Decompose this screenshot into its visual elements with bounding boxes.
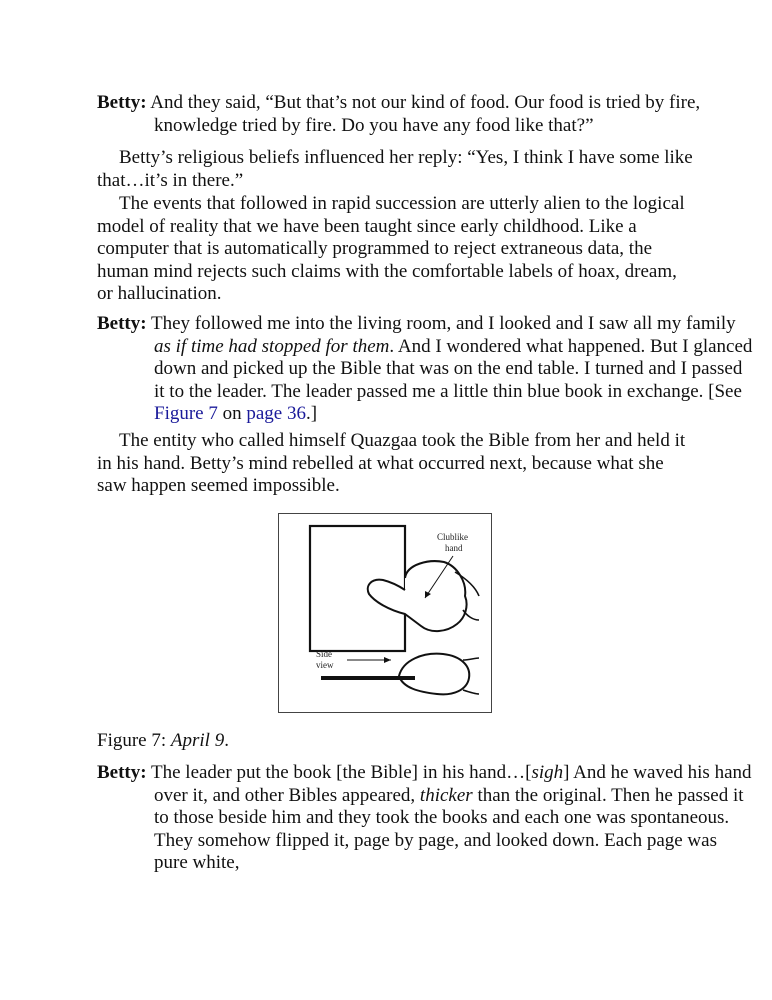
- figure-caption: [97, 730, 229, 753]
- emphasis-text: sigh: [531, 762, 564, 783]
- dialogue-text: The leader put the book [the Bible] in his hand…[: [146, 762, 532, 783]
- speaker-label: Betty:: [97, 762, 147, 783]
- label-clublike: Clublike: [437, 532, 468, 542]
- body-paragraph-2: Betty’s religious beliefs influenced her reply: “Yes, I think I have some like that…it’s in there.”: [97, 147, 693, 191]
- label-view: view: [316, 660, 334, 670]
- label-side: Side: [316, 649, 333, 659]
- speaker-label: Betty:: [97, 313, 147, 334]
- caption-prefix: Figure 7:: [97, 730, 171, 751]
- caption-date: April 9: [170, 730, 225, 751]
- dialogue-text: on: [217, 403, 247, 424]
- dialogue-text: .]: [305, 403, 318, 424]
- dialogue-paragraph-6: [97, 762, 754, 875]
- emphasis-text: thicker: [419, 784, 473, 806]
- clublike-hand-drawing: [279, 514, 491, 712]
- figure-7-link[interactable]: Figure 7: [154, 403, 218, 424]
- dialogue-paragraph-1: [97, 92, 754, 137]
- dialogue-text: than the original. Then he passed it to those beside him and they took the books and each one was spontaneous. They somehow flipped it, page by page, and looked down. Each page was pure white,: [154, 784, 744, 873]
- dialogue-text: ] And he waved his hand over it, and other Bibles appeared,: [154, 762, 752, 806]
- dialogue-text: . And I wondered what happened. But I glanced down and picked up the Bible that was on the end table. I turned and I passed it to the leader. The leader passed me a little thin blue book in exchange. [See: [154, 335, 753, 402]
- caption-suffix: .: [224, 730, 229, 751]
- dialogue-paragraph-4: [97, 313, 754, 426]
- page-36-link[interactable]: page 36: [246, 403, 306, 424]
- dialogue-text: They followed me into the living room, and I looked and I saw all my family: [146, 313, 736, 334]
- figure-7-illustration: [278, 513, 492, 713]
- speaker-label: Betty:: [97, 92, 147, 113]
- label-hand: hand: [445, 543, 463, 553]
- body-paragraph-3: The events that followed in rapid succession are utterly alien to the logical model of reality that we have been taught since early childhood. Like a computer that is automatically programmed to reject extraneous data, the human mind rejects such claims with the comfortable labels of hoax, dream, or hallucination.: [97, 193, 685, 304]
- emphasis-text: as if time had stopped for them: [154, 335, 390, 357]
- dialogue-text: And they said, “But that’s not our kind of food. Our food is tried by fire, knowledge tried by fire. Do you have any food like that?”: [146, 92, 701, 136]
- body-paragraph-5: The entity who called himself Quazgaa took the Bible from her and held it in his hand. Betty’s mind rebelled at what occurred next, because what she saw happen seemed impossible.: [97, 430, 686, 496]
